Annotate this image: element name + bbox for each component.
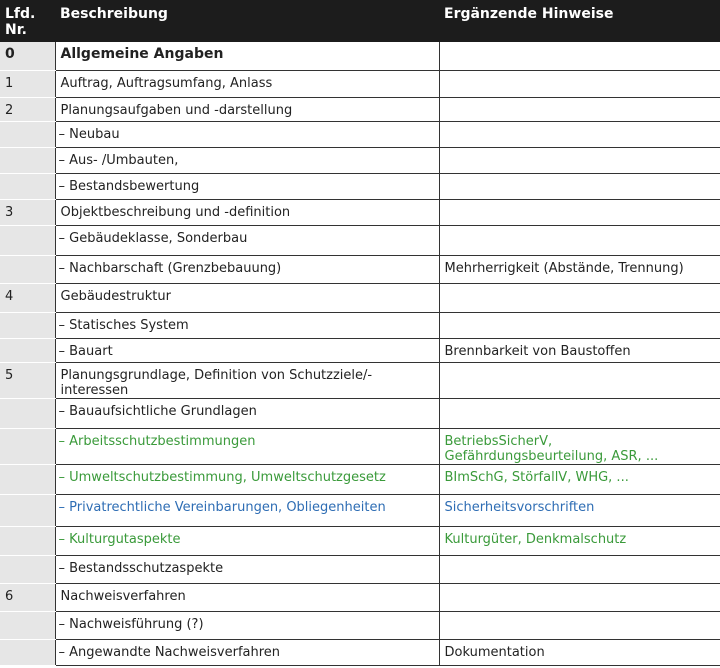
row-nr: 1 bbox=[0, 70, 55, 97]
row-description: – Umweltschutzbestimmung, Umweltschutzgesetz bbox=[55, 464, 439, 494]
row-description: – Bauart bbox=[55, 338, 439, 362]
row-description: – Bestandsschutzaspekte bbox=[55, 555, 439, 583]
row-hint: Brennbarkeit von Baustoffen bbox=[439, 338, 720, 362]
row-hint bbox=[439, 121, 720, 147]
table-row bbox=[0, 121, 720, 147]
row-nr bbox=[0, 464, 55, 494]
table-row bbox=[0, 147, 720, 173]
table-row bbox=[0, 173, 720, 199]
row-hint bbox=[439, 555, 720, 583]
row-description: – Kulturgutaspekte bbox=[55, 526, 439, 555]
row-description: Planungsaufgaben und -darstellung bbox=[55, 97, 439, 121]
row-hint: Mehrherrigkeit (Abstände, Trennung) bbox=[439, 255, 720, 283]
row-description: – Nachweisführung (?) bbox=[55, 611, 439, 639]
table-row bbox=[0, 338, 720, 362]
row-hint bbox=[439, 97, 720, 121]
row-nr bbox=[0, 121, 55, 147]
row-nr bbox=[0, 428, 55, 464]
row-nr bbox=[0, 611, 55, 639]
row-description: – Nachbarschaft (Grenzbebauung) bbox=[55, 255, 439, 283]
table-row bbox=[0, 199, 720, 225]
row-hint bbox=[439, 199, 720, 225]
row-nr bbox=[0, 398, 55, 428]
row-description: Allgemeine Angaben bbox=[55, 42, 439, 70]
table-row bbox=[0, 639, 720, 665]
table-header-row bbox=[0, 0, 720, 42]
table-row bbox=[0, 97, 720, 121]
row-nr: 5 bbox=[0, 362, 55, 398]
row-description: Planungsgrundlage, Definition von Schutzziele/-interessen bbox=[55, 362, 439, 398]
row-description: – Bestandsbewertung bbox=[55, 173, 439, 199]
row-hint bbox=[439, 283, 720, 312]
row-nr: 0 bbox=[0, 42, 55, 70]
row-description: – Neubau bbox=[55, 121, 439, 147]
row-description: – Angewandte Nachweisverfahren bbox=[55, 639, 439, 665]
row-description: Objektbeschreibung und -definition bbox=[55, 199, 439, 225]
row-nr: 4 bbox=[0, 283, 55, 312]
table-row bbox=[0, 362, 720, 398]
row-description: – Privatrechtliche Vereinbarungen, Obliegenheiten bbox=[55, 494, 439, 526]
header-description: Beschreibung bbox=[55, 0, 439, 42]
row-nr bbox=[0, 555, 55, 583]
row-nr bbox=[0, 173, 55, 199]
row-description: Nachweisverfahren bbox=[55, 583, 439, 611]
table-row bbox=[0, 583, 720, 611]
row-hint: Sicherheitsvorschriften bbox=[439, 494, 720, 526]
row-description: – Gebäudeklasse, Sonderbau bbox=[55, 225, 439, 255]
row-nr bbox=[0, 147, 55, 173]
row-nr: 2 bbox=[0, 97, 55, 121]
table-row bbox=[0, 494, 720, 526]
row-hint bbox=[439, 225, 720, 255]
table-row bbox=[0, 225, 720, 255]
row-description: – Statisches System bbox=[55, 312, 439, 338]
row-hint bbox=[439, 398, 720, 428]
row-hint bbox=[439, 611, 720, 639]
row-hint bbox=[439, 70, 720, 97]
table-row bbox=[0, 428, 720, 464]
row-description: – Bauaufsichtliche Grundlagen bbox=[55, 398, 439, 428]
table-row bbox=[0, 611, 720, 639]
row-hint: Dokumentation bbox=[439, 639, 720, 665]
row-nr bbox=[0, 338, 55, 362]
row-nr bbox=[0, 639, 55, 665]
table-row bbox=[0, 42, 720, 70]
header-nr: Lfd. Nr. bbox=[0, 0, 55, 42]
row-nr bbox=[0, 255, 55, 283]
table-row bbox=[0, 312, 720, 338]
header-hints: Ergänzende Hinweise bbox=[439, 0, 720, 42]
row-hint bbox=[439, 173, 720, 199]
table-row bbox=[0, 464, 720, 494]
row-hint: Kulturgüter, Denkmalschutz bbox=[439, 526, 720, 555]
row-description: Gebäudestruktur bbox=[55, 283, 439, 312]
row-nr: 6 bbox=[0, 583, 55, 611]
row-nr: 3 bbox=[0, 199, 55, 225]
row-description: Auftrag, Auftragsumfang, Anlass bbox=[55, 70, 439, 97]
row-nr bbox=[0, 494, 55, 526]
table-row bbox=[0, 526, 720, 555]
row-nr bbox=[0, 225, 55, 255]
table-row bbox=[0, 255, 720, 283]
row-hint bbox=[439, 583, 720, 611]
row-hint: BetriebsSicherV, Gefährdungsbeurteilung, ASR, ... bbox=[439, 428, 720, 464]
row-hint bbox=[439, 147, 720, 173]
table-row bbox=[0, 70, 720, 97]
row-hint: BImSchG, StörfallV, WHG, ... bbox=[439, 464, 720, 494]
row-hint bbox=[439, 362, 720, 398]
row-nr bbox=[0, 312, 55, 338]
table-row bbox=[0, 283, 720, 312]
table-row bbox=[0, 555, 720, 583]
row-description: – Aus- /Umbauten, bbox=[55, 147, 439, 173]
row-nr bbox=[0, 526, 55, 555]
row-hint bbox=[439, 312, 720, 338]
row-hint bbox=[439, 42, 720, 70]
table-row bbox=[0, 398, 720, 428]
row-description: – Arbeitsschutzbestimmungen bbox=[55, 428, 439, 464]
